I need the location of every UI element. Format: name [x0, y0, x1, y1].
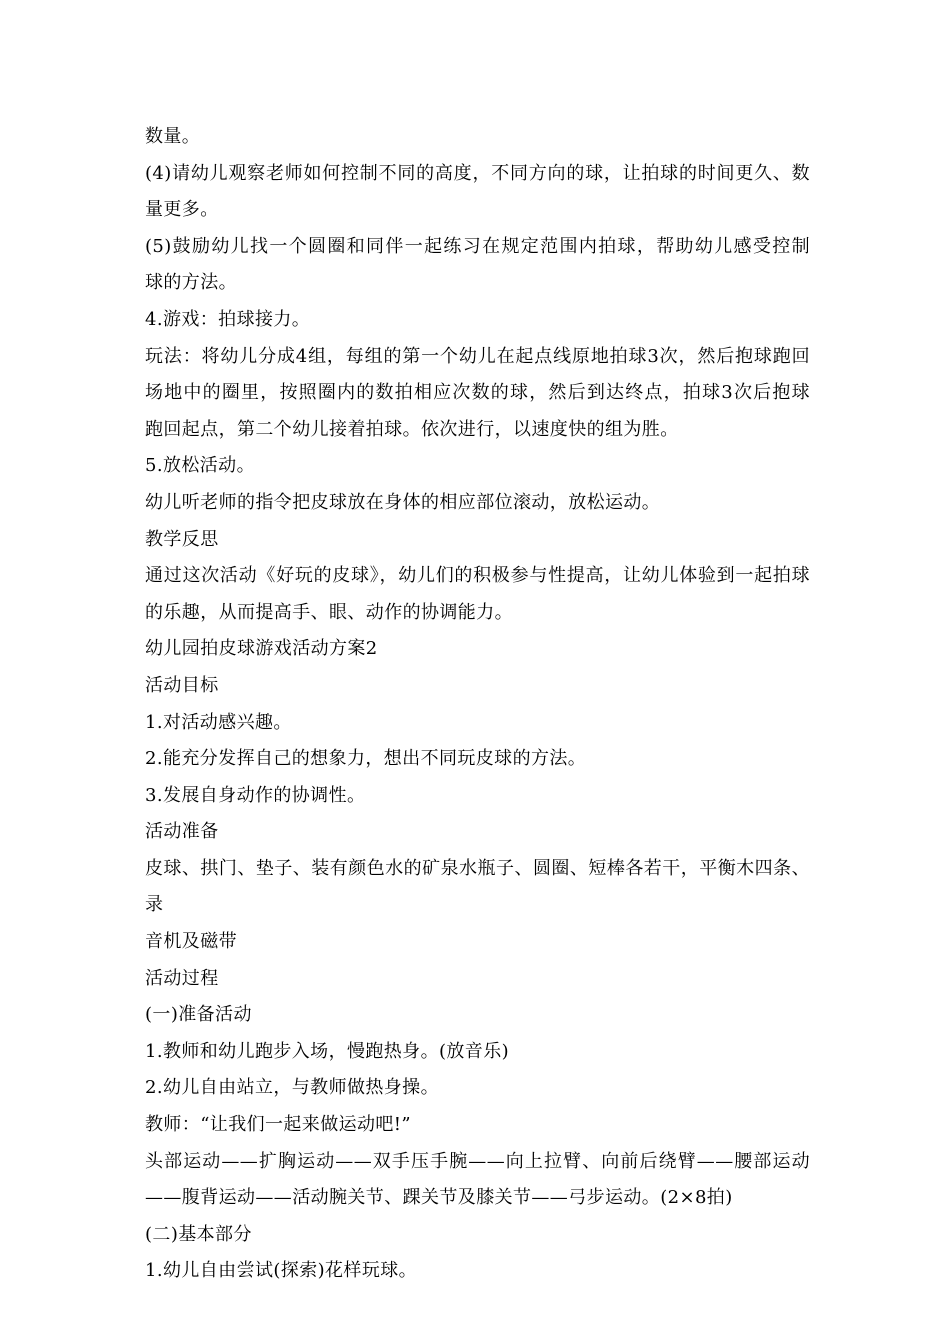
list-item: 1.对活动感兴趣。: [145, 711, 292, 733]
text-line: 数量。: [145, 126, 201, 147]
list-item: 1.教师和幼儿跑步入场，慢跑热身。(放音乐): [145, 1040, 510, 1062]
document-page: [145, 119, 810, 1290]
text-line: 玩法：将幼儿分成4组，每组的第一个幼儿在起点线原地拍球3次，然后抱球跑回: [145, 345, 810, 367]
section-heading: 4.游戏：拍球接力。: [145, 308, 311, 330]
text-line: 跑回起点，第二个幼儿接着拍球。依次进行，以速度快的组为胜。: [145, 418, 679, 440]
text-line: 场地中的圈里，按照圈内的数拍相应次数的球，然后到达终点，拍球3次后抱球: [145, 382, 810, 404]
text-line: ——腹背运动——活动腕关节、踝关节及膝关节——弓步运动。(2×8拍): [145, 1187, 733, 1209]
section-heading: 活动目标: [145, 674, 219, 696]
text-line: 教师：“让我们一起来做运动吧!”: [145, 1114, 412, 1136]
text-line: 头部运动——扩胸运动——双手压手腕——向上拉臂、向前后绕臂——腰部运动: [145, 1150, 810, 1172]
section-heading: (一)准备活动: [145, 1004, 252, 1026]
text-line: (5)鼓励幼儿找一个圆圈和同伴一起练习在规定范围内拍球，帮助幼儿感受控制: [145, 235, 810, 257]
section-heading: 活动准备: [145, 821, 219, 843]
text-line: 球的方法。: [145, 272, 237, 294]
text-line: 幼儿听老师的指令把皮球放在身体的相应部位滚动，放松运动。: [145, 491, 661, 513]
section-heading: (二)基本部分: [145, 1223, 252, 1245]
text-line: 通过这次活动《好玩的皮球》，幼儿们的积极参与性提高，让幼儿体验到一起拍球: [145, 565, 810, 587]
list-item: 2.幼儿自由站立，与教师做热身操。: [145, 1077, 439, 1099]
text-line: (4)请幼儿观察老师如何控制不同的高度，不同方向的球，让拍球的时间更久、数: [145, 162, 810, 184]
text-line: 音机及磁带: [145, 931, 237, 953]
text-line: 皮球、拱门、垫子、装有颜色水的矿泉水瓶子、圆圈、短棒各若干，平衡木四条、录: [145, 857, 810, 916]
section-heading: 活动过程: [145, 967, 219, 989]
list-item: 2.能充分发挥自己的想象力，想出不同玩皮球的方法。: [145, 748, 587, 770]
section-heading: 教学反思: [145, 528, 219, 550]
text-line: 的乐趣，从而提高手、眼、动作的协调能力。: [145, 601, 513, 623]
section-heading: 5.放松活动。: [145, 455, 255, 477]
list-item: 3.发展自身动作的协调性。: [145, 784, 366, 806]
document-title: 幼儿园拍皮球游戏活动方案2: [145, 638, 378, 660]
list-item: 1.幼儿自由尝试(探索)花样玩球。: [145, 1260, 418, 1282]
text-line: 量更多。: [145, 199, 219, 221]
